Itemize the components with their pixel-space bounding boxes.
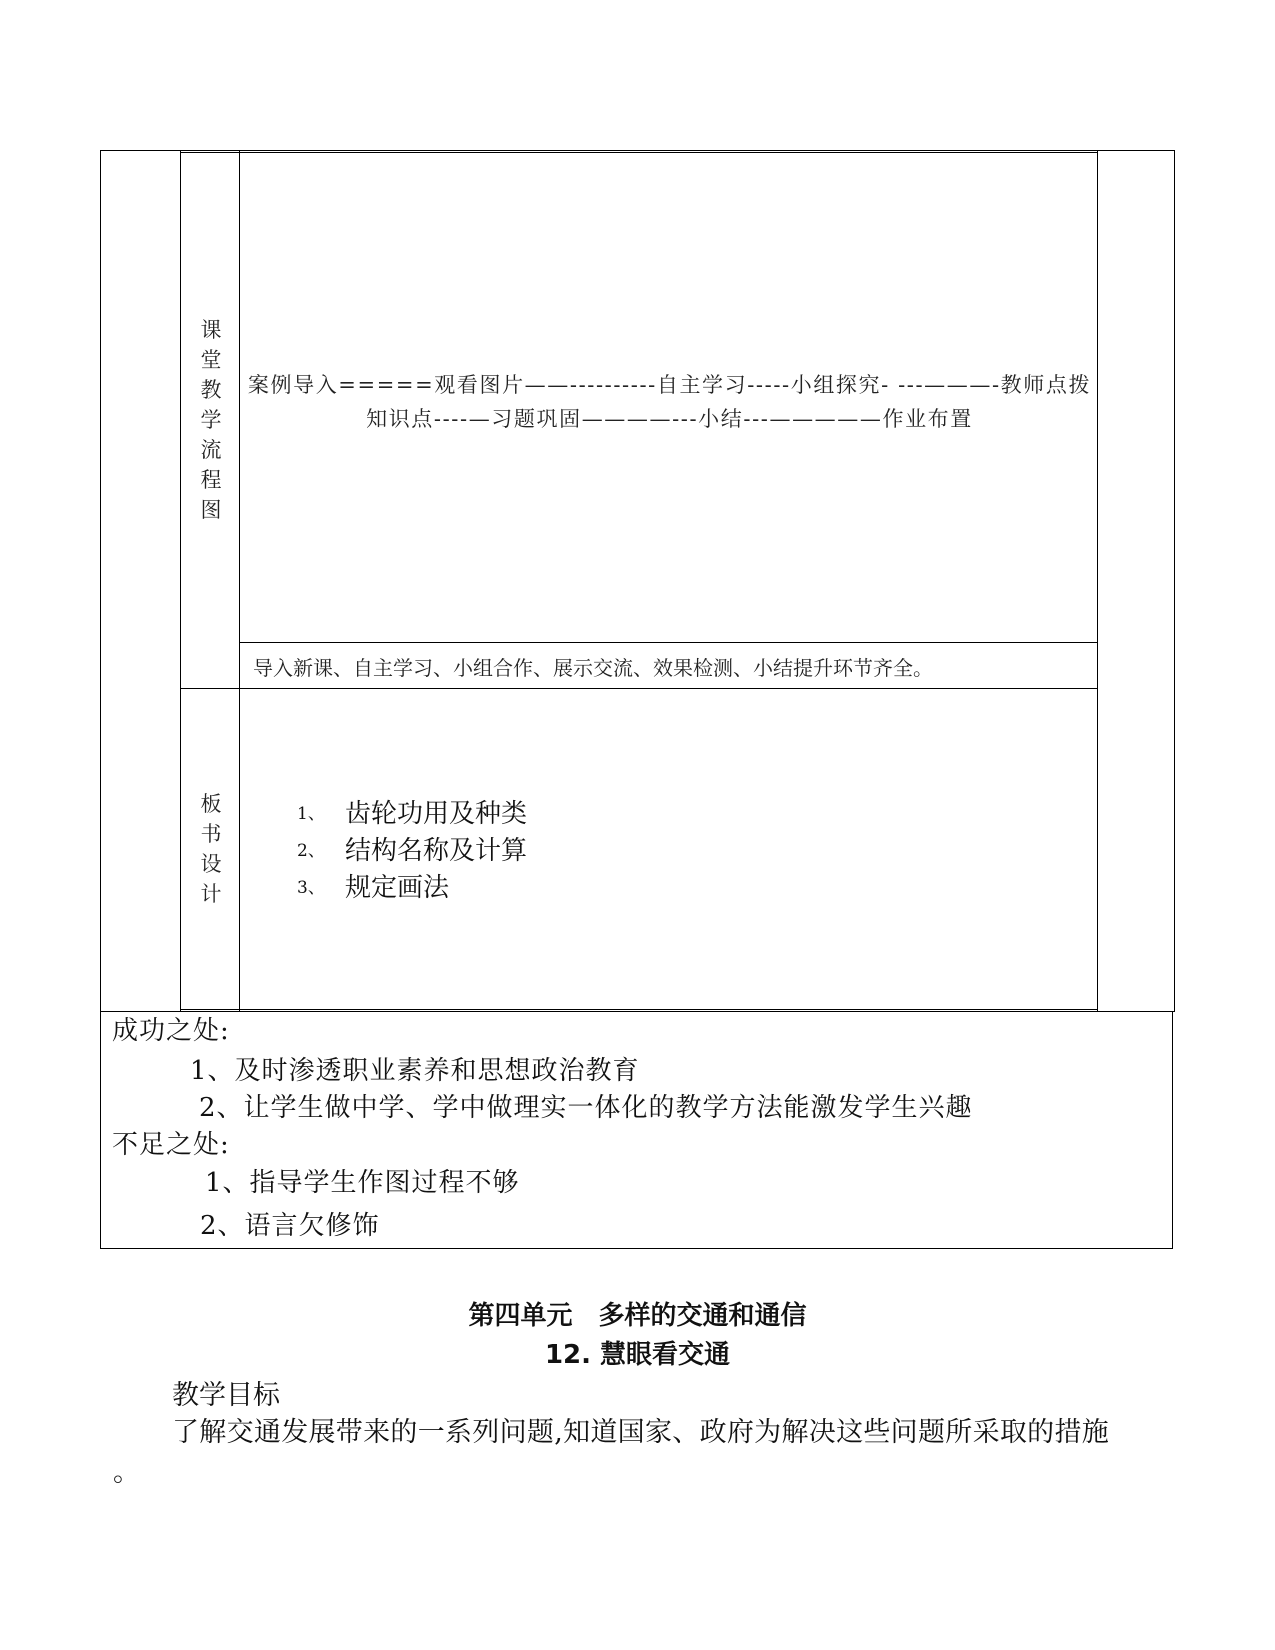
table-divider: [1097, 150, 1098, 1012]
board-design-list: [297, 796, 527, 907]
table-divider: [239, 642, 1098, 643]
label-char: 板: [200, 792, 222, 816]
shortfall-item: 2、语言欠修饰: [200, 1211, 380, 1241]
table-divider: [180, 688, 1098, 689]
lesson-title: 12. 慧眼看交通: [544, 1340, 731, 1370]
label-char: 堂: [200, 348, 222, 372]
flow-summary: 导入新课、自主学习、小组合作、展示交流、效果检测、小结提升环节齐全。: [253, 656, 933, 680]
label-char: 程: [200, 468, 222, 492]
unit-title: 第四单元 多样的交通和通信: [468, 1301, 807, 1331]
item-text: 规定画法: [345, 873, 450, 903]
item-number: 1、: [297, 804, 325, 824]
success-item: 1、及时渗透职业素养和思想政治教育: [190, 1056, 640, 1086]
goal-text: 了解交通发展带来的一系列问题,知道国家、政府为解决这些问题所采取的措施: [172, 1417, 1110, 1448]
label-char: 流: [200, 438, 222, 462]
item-number: 3、: [297, 878, 325, 898]
label-char: 计: [200, 882, 222, 906]
lesson-table: [100, 150, 1175, 1012]
table-divider: [180, 1009, 1098, 1010]
item-text: 齿轮功用及种类: [345, 799, 528, 829]
goal-heading: 教学目标: [172, 1380, 280, 1411]
label-char: 教: [200, 378, 222, 402]
success-item: 2、让学生做中学、学中做理实一体化的教学方法能激发学生兴趣: [199, 1093, 973, 1123]
list-item: [297, 796, 527, 833]
list-item: [297, 870, 527, 907]
label-char: 设: [200, 852, 222, 876]
shortfall-item: 1、指导学生作图过程不够: [205, 1168, 520, 1198]
list-item: [297, 833, 527, 870]
label-char: 图: [200, 498, 222, 522]
board-design-label: [181, 789, 241, 909]
flow-chart-label: [181, 315, 241, 525]
flow-chart-text: 案例导入=====观看图片——----------自主学习-----小组探究- ---———-教师点拨知识点----—习题巩固————---小结---—————作业布置: [247, 373, 1092, 431]
goal-end: 。: [113, 1457, 140, 1488]
label-char: 课: [200, 318, 222, 342]
item-text: 结构名称及计算: [345, 836, 528, 866]
item-number: 2、: [297, 841, 325, 861]
success-title: 成功之处:: [112, 1016, 230, 1046]
label-char: 学: [200, 408, 222, 432]
shortfall-title: 不足之处:: [112, 1130, 230, 1160]
table-divider: [180, 152, 1098, 153]
label-char: 书: [200, 822, 222, 846]
